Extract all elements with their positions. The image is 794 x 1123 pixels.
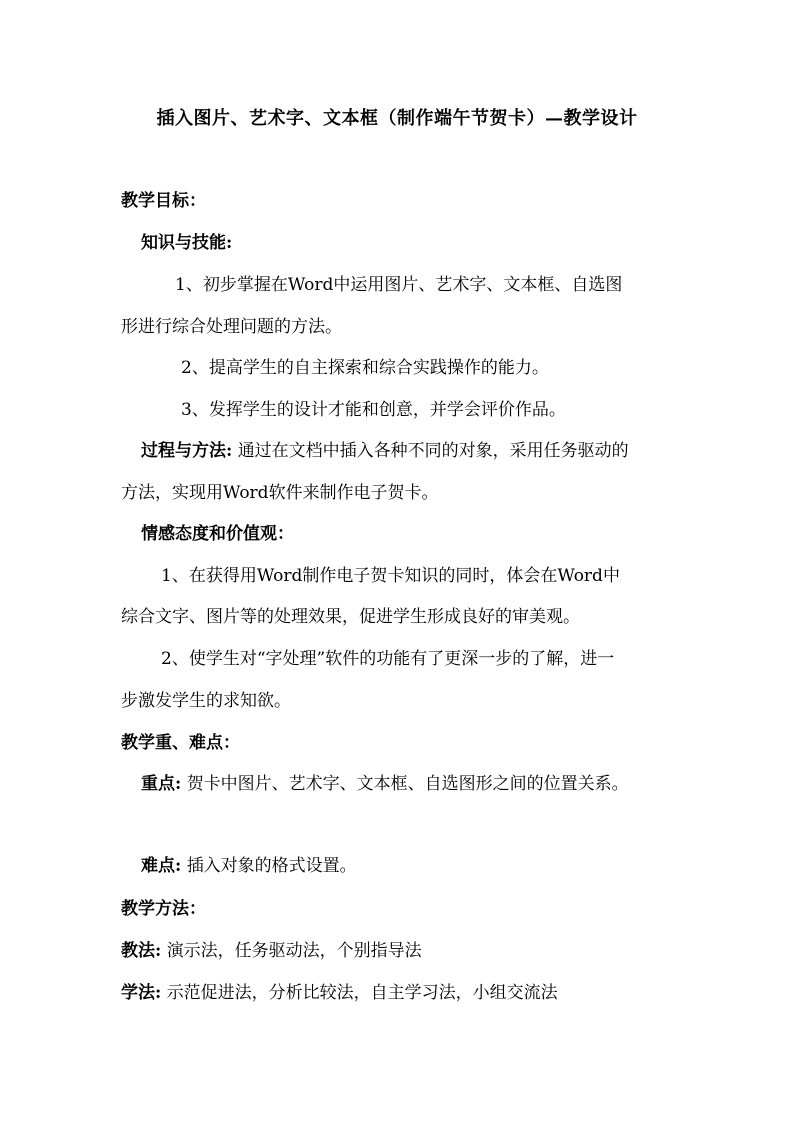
objectives-heading: 教学目标： (121, 191, 206, 211)
teach-text: 演示法，任务驱动法，个别指导法 (166, 941, 422, 961)
knowledge-heading: 知识与技能: (141, 233, 233, 253)
methods-heading: 教学方法： (121, 899, 206, 919)
learn-text: 示范促进法，分析比较法，自主学习法，小组交流法 (166, 983, 558, 1003)
emotion-item-2-line-1: 2、使学生对“字处理”软件的功能有了更深一步的了解，进一 (161, 649, 615, 669)
difficult-label: 难点: (141, 856, 182, 876)
knowledge-item-3: 3、发挥学生的设计才能和创意，并学会评价作品。 (181, 400, 566, 420)
key-point-line (141, 773, 629, 795)
key-label: 重点: (141, 774, 182, 794)
teach-method-line (121, 940, 422, 962)
knowledge-item-1-line-2: 形进行综合处理问题的方法。 (121, 317, 342, 337)
key-text: 贺卡中图片、艺术字、文本框、自选图形之间的位置关系。 (186, 774, 629, 794)
knowledge-item-1-line-1: 1、初步掌握在Word中运用图片、艺术字、文本框、自选图 (175, 275, 623, 295)
knowledge-item-2: 2、提高学生的自主探索和综合实践操作的能力。 (181, 358, 549, 378)
emotion-heading: 情感态度和价值观： (141, 524, 294, 544)
learn-label: 学法: (121, 983, 162, 1003)
teach-label: 教法: (121, 941, 162, 961)
process-paragraph-line-1 (141, 440, 629, 462)
key-difficult-heading: 教学重、难点： (121, 733, 240, 753)
process-text-line-2: 方法，实现用Word软件来制作电子贺卡。 (121, 483, 439, 503)
emotion-item-2-line-2: 步激发学生的求知欲。 (121, 691, 291, 711)
difficult-point-line (141, 855, 357, 877)
emotion-item-1-line-1: 1、在获得用Word制作电子贺卡知识的同时，体会在Word中 (161, 566, 620, 586)
difficult-text: 插入对象的格式设置。 (186, 856, 357, 876)
emotion-item-1-line-2: 综合文字、图片等的处理效果，促进学生形成良好的审美观。 (121, 607, 580, 627)
process-label: 过程与方法: (141, 441, 233, 461)
document-title: 插入图片、艺术字、文本框（制作端午节贺卡）—教学设计 (156, 108, 638, 129)
learn-method-line (121, 982, 558, 1004)
process-text-line-1: 通过在文档中插入各种不同的对象，采用任务驱动的 (237, 441, 629, 461)
